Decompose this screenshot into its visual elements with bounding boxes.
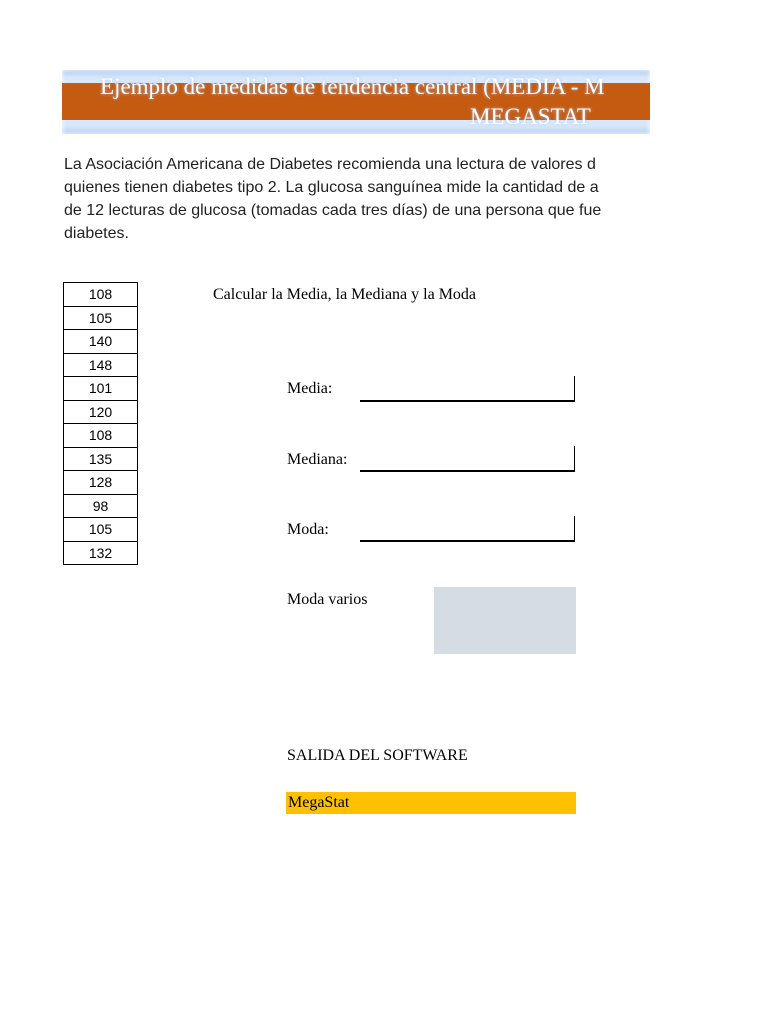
reading-cell[interactable]: 105	[64, 518, 138, 542]
reading-cell[interactable]: 135	[64, 447, 138, 471]
mediana-label: Mediana:	[287, 451, 348, 468]
moda-varios-label: Moda varios	[287, 591, 368, 608]
intro-line: La Asociación Americana de Diabetes recomienda una lectura de valores d	[64, 156, 596, 173]
title-line-2: MEGASTAT	[470, 104, 591, 129]
intro-line: de 12 lecturas de glucosa (tomadas cada tres días) de una persona que fue	[64, 202, 602, 219]
reading-cell[interactable]: 140	[64, 330, 138, 354]
media-label: Media:	[287, 380, 333, 397]
instruction-text: Calcular la Media, la Mediana y la Moda	[213, 286, 477, 303]
megastat-output-bar[interactable]	[286, 792, 576, 814]
intro-paragraph	[64, 153, 650, 245]
reading-cell[interactable]: 98	[64, 494, 138, 518]
intro-line: diabetes.	[64, 225, 129, 242]
moda-answer-field[interactable]	[360, 516, 575, 542]
reading-cell[interactable]: 120	[64, 400, 138, 424]
megastat-label: MegaStat	[288, 794, 350, 811]
reading-cell[interactable]: 105	[64, 306, 138, 330]
title-line-1: Ejemplo de medidas de tendencia central (MEDIA - M	[100, 74, 605, 99]
mediana-answer-field[interactable]	[360, 446, 575, 472]
reading-cell[interactable]: 101	[64, 377, 138, 401]
title-banner	[62, 70, 650, 134]
reading-cell[interactable]: 128	[64, 471, 138, 495]
media-answer-field[interactable]	[360, 376, 575, 402]
moda-varios-field[interactable]	[434, 587, 576, 654]
intro-line: quienes tienen diabetes tipo 2. La glucosa sanguínea mide la cantidad de a	[64, 179, 599, 196]
moda-label: Moda:	[287, 521, 329, 538]
reading-cell[interactable]: 108	[64, 283, 138, 307]
software-output-heading: SALIDA DEL SOFTWARE	[287, 747, 468, 764]
glucose-readings-table	[63, 282, 138, 565]
reading-cell[interactable]: 108	[64, 424, 138, 448]
reading-cell[interactable]: 148	[64, 353, 138, 377]
reading-cell[interactable]: 132	[64, 541, 138, 565]
